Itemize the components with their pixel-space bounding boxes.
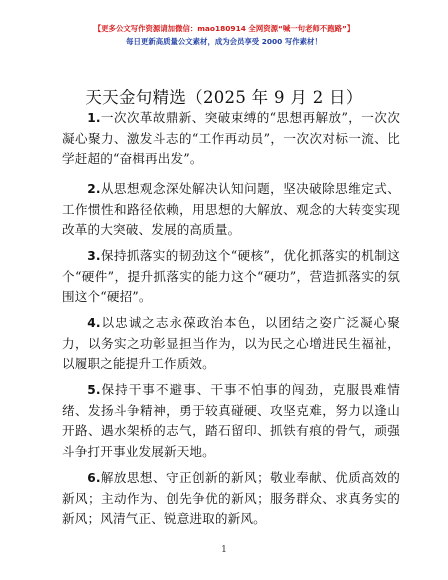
quote-paragraph-6 [62,468,400,530]
paragraph-text: 保持抓落实的韧劲这个“硬核”，优化抓落实的机制这个“硬件”，提升抓落实的能力这个“硬功”，营造抓落实的氛围这个“硬招”。 [62,248,400,304]
header-line-promo: 每日更新高质量公文素材，成为会员享受 2000 写作素材！ [126,37,322,46]
quote-paragraph-1 [62,108,400,170]
quote-paragraph-5 [62,380,400,462]
paragraph-text: 保持干事不避事、干事不怕事的闯劲，克服畏难情绪、发扬斗争精神，勇于较真碰硬、攻坚克难，努力以逢山开路、遇水架桥的志气，踏石留印、抓铁有痕的骨气，顽强斗争打开事业发展新天地。 [62,382,400,459]
paragraph-number: 6. [87,471,101,485]
quote-paragraph-3 [62,246,400,308]
paragraph-number: 4. [87,316,101,330]
document-header [0,22,448,48]
document-title: 天天金句精选（2025 年 9 月 2 日） [85,88,363,107]
page-number: 1 [221,545,227,555]
paragraph-number: 5. [87,383,101,397]
paragraph-text: 解放思想、守正创新的新风；敬业奉献、优质高效的新风；主动作为、创先争优的新风；服务群众、求真务实的新风；风清气正、锐意进取的新风。 [62,470,400,526]
paragraph-text: 以忠诚之志永葆政治本色，以团结之姿广泛凝心聚力，以务实之功彰显担当作为，以为民之心增进民生福祉，以履职之能提升工作质效。 [62,315,400,371]
quote-paragraph-4 [62,313,400,375]
header-line-contact: 【更多公文写作资源请加微信：mao180914 全网资源“喊一句老师不跑路”】 [93,24,355,33]
paragraph-number: 1. [87,111,101,125]
paragraph-number: 3. [87,249,101,263]
paragraph-text: 一次次革故鼎新、突破束缚的“思想再解放”，一次次凝心聚力、激发斗志的“工作再动员”，一次次对标一流、比学赶超的“奋楫再出发”。 [62,110,400,166]
quote-paragraph-2 [62,179,400,241]
paragraph-text: 从思想观念深处解决认知问题，坚决破除思维定式、工作惯性和路径依赖，用思想的大解放、观念的大转变实现改革的大突破、发展的高质量。 [62,181,400,237]
paragraph-number: 2. [87,182,101,196]
